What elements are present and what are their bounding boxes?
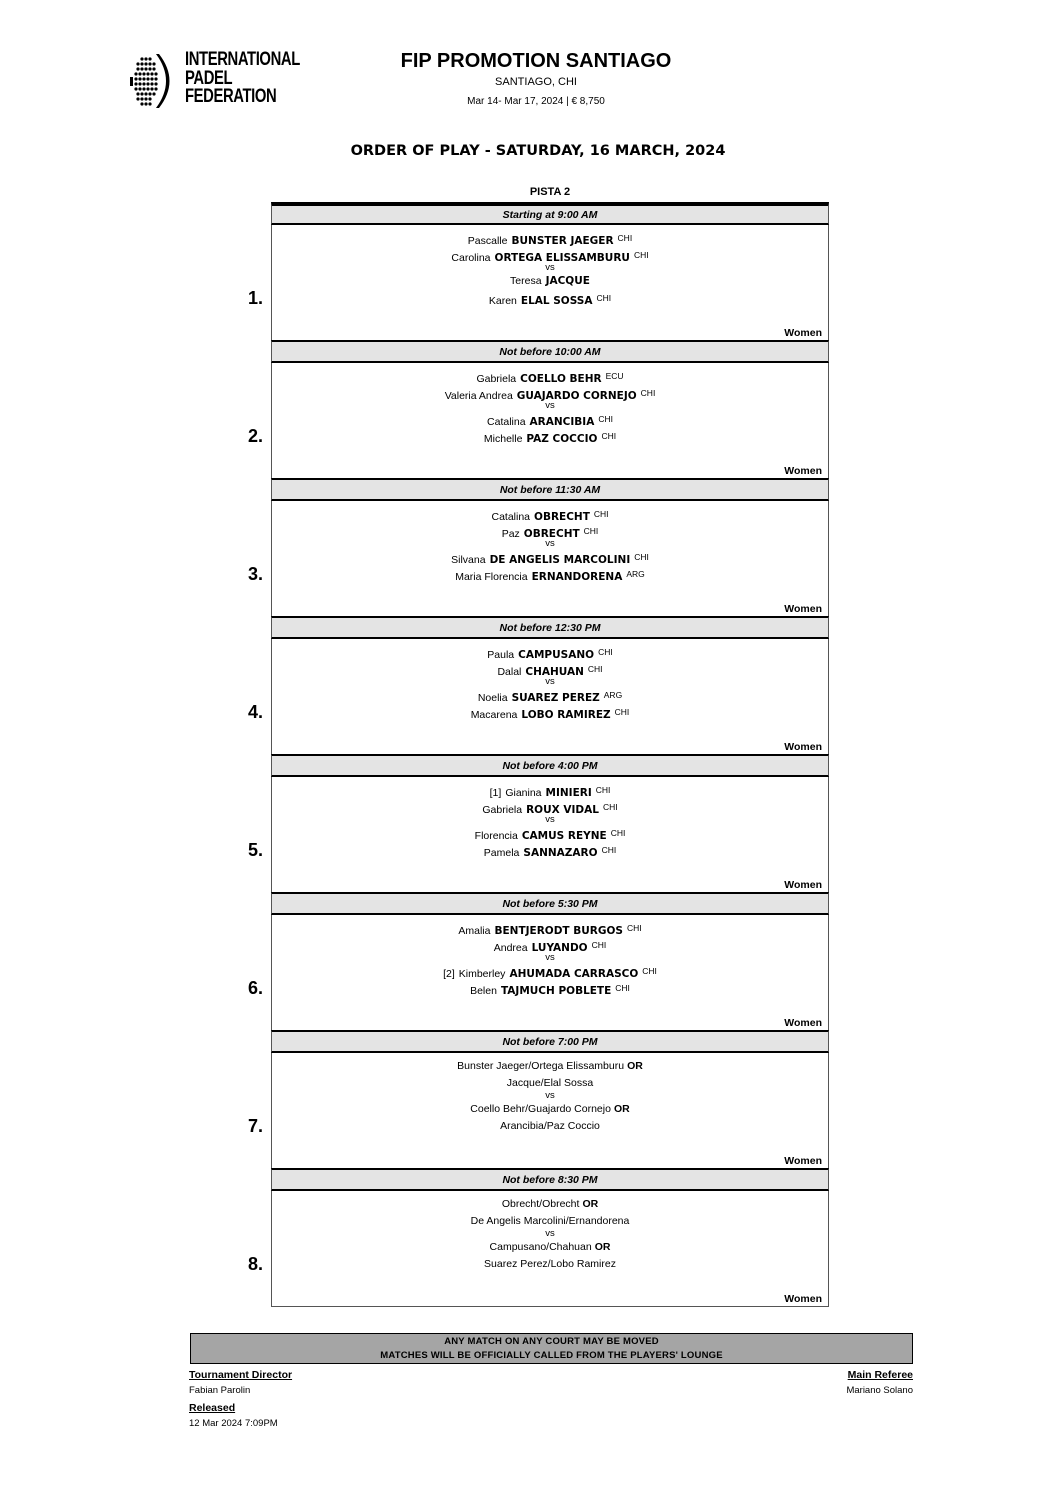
player-line — [272, 687, 828, 704]
player-nationality: CHI — [587, 663, 603, 674]
match-body — [248, 1191, 829, 1307]
player-first-name: Amalia — [458, 925, 491, 937]
player-nationality: CHI — [593, 509, 609, 519]
match-body — [248, 639, 829, 754]
winner-line-text: Suarez Perez/Lobo Ramirez — [484, 1257, 616, 1270]
schedule-table — [248, 202, 829, 1306]
player-nationality: CHI — [615, 982, 630, 993]
player-last-name: MINIERI — [545, 787, 592, 799]
match-number: 3. — [248, 564, 264, 584]
winner-line — [272, 1196, 828, 1213]
player-first-name: Dalal — [497, 665, 522, 678]
player-last-name: ROUX VIDAL — [526, 803, 599, 816]
vs-label: vs — [545, 400, 555, 411]
or-label: OR — [594, 1241, 611, 1253]
player-last-name: CHAHUAN — [525, 665, 584, 678]
player-last-name: BUNSTER JAEGER — [511, 235, 614, 247]
player-line — [272, 963, 828, 980]
winner-line-text: Coello Behr/Guajardo Cornejo — [470, 1103, 611, 1115]
match-time: Not before 8:30 PM — [271, 1168, 829, 1191]
match-players — [272, 230, 828, 306]
match-number: 5. — [248, 840, 264, 860]
vs-label: vs — [545, 676, 555, 687]
player-last-name: OBRECHT — [534, 511, 590, 523]
vs-label: vs — [545, 814, 555, 825]
player-first-name: Catalina — [491, 511, 531, 523]
player-line — [272, 661, 828, 678]
player-nationality: CHI — [633, 249, 649, 260]
player-nationality: CHI — [634, 552, 649, 562]
player-first-name: Paz — [501, 527, 520, 540]
player-first-name: Belen — [470, 984, 497, 997]
player-last-name: LOBO RAMIREZ — [521, 708, 611, 721]
match-category: Women — [784, 1017, 822, 1029]
player-line — [272, 411, 828, 428]
player-nationality: CHI — [601, 430, 617, 441]
match-category: Women — [784, 465, 822, 477]
player-line — [272, 506, 828, 523]
match-players — [272, 1196, 828, 1272]
player-line — [272, 842, 828, 859]
vs-label: vs — [545, 1090, 555, 1101]
match-players — [272, 782, 828, 858]
player-last-name: DE ANGELIS MARCOLINI — [489, 554, 631, 566]
winner-line — [272, 1058, 828, 1075]
match-body — [248, 225, 829, 340]
player-line — [272, 782, 828, 799]
match-number: 4. — [248, 702, 264, 722]
order-of-play-heading: ORDER OF PLAY - SATURDAY, 16 MARCH, 2024 — [350, 143, 726, 159]
player-first-name: Maria Florencia — [455, 570, 528, 583]
tournament-dates-prize: Mar 14- Mar 17, 2024 | € 8,750 — [467, 96, 605, 107]
player-first-name: Pamela — [483, 846, 520, 859]
player-first-name: Teresa — [510, 275, 542, 287]
player-nationality: CHI — [598, 647, 613, 657]
player-last-name: JACQUE — [545, 275, 590, 287]
match-players — [272, 368, 828, 444]
fip-logo — [128, 47, 298, 113]
player-nationality: CHI — [626, 923, 642, 933]
player-first-name: Carolina — [451, 251, 491, 264]
player-nationality: CHI — [642, 966, 657, 976]
or-label: OR — [613, 1103, 630, 1115]
player-last-name: GUAJARDO CORNEJO — [516, 389, 637, 402]
match-number: 7. — [248, 1116, 264, 1136]
match-body — [248, 777, 829, 892]
logo-line-3: FEDERATION — [185, 86, 277, 107]
player-first-name: Michelle — [483, 432, 523, 445]
player-line — [272, 704, 828, 721]
player-nationality: CHI — [617, 233, 633, 243]
player-line — [272, 523, 828, 540]
player-line — [272, 920, 828, 937]
match-number: 6. — [248, 978, 264, 998]
logo-line-1: INTERNATIONAL — [185, 49, 300, 70]
match-time: Not before 4:00 PM — [271, 754, 829, 777]
released-timestamp: 12 Mar 2024 7:09PM — [189, 1418, 278, 1429]
player-line — [272, 825, 828, 842]
player-last-name: SUAREZ PEREZ — [511, 692, 600, 704]
match-time: Not before 7:00 PM — [271, 1030, 829, 1053]
director-label: Tournament Director — [189, 1369, 293, 1381]
player-line — [272, 290, 828, 307]
player-last-name: OBRECHT — [523, 527, 580, 540]
player-nationality: CHI — [601, 844, 617, 855]
match-time: Starting at 9:00 AM — [271, 202, 829, 225]
player-line — [272, 247, 828, 264]
logo-line-2: PADEL — [185, 67, 233, 89]
notice-box — [190, 1333, 913, 1364]
player-first-name: Gianina — [505, 787, 542, 799]
match-block — [248, 340, 829, 478]
match-time: Not before 12:30 PM — [271, 616, 829, 639]
organization-name — [185, 51, 300, 107]
court-name: PISTA 2 — [529, 186, 571, 198]
winner-line-text: Jacque/Elal Sossa — [506, 1076, 594, 1089]
match-block — [248, 1168, 829, 1306]
winner-line-text: De Angelis Marcolini/Ernandorena — [470, 1214, 630, 1227]
player-nationality: CHI — [596, 292, 612, 303]
player-line — [272, 937, 828, 954]
player-first-name: Pascalle — [467, 235, 508, 247]
notice-line-1: ANY MATCH ON ANY COURT MAY BE MOVED — [444, 1336, 659, 1347]
match-players — [272, 1058, 828, 1134]
released-label: Released — [189, 1402, 236, 1414]
player-last-name: CAMUS REYNE — [521, 830, 607, 842]
winner-line-text: Arancibia/Paz Coccio — [500, 1119, 600, 1132]
player-line — [272, 566, 828, 583]
vs-label: vs — [545, 538, 555, 549]
winner-line-text: Campusano/Chahuan — [489, 1241, 592, 1253]
match-number: 8. — [248, 1254, 264, 1274]
player-line — [272, 230, 828, 247]
match-body — [248, 501, 829, 616]
player-nationality: ARG — [626, 568, 645, 579]
match-block — [248, 754, 829, 892]
match-time: Not before 10:00 AM — [271, 340, 829, 363]
winner-line — [272, 1213, 828, 1230]
player-nationality: CHI — [591, 939, 607, 950]
player-seed: [1] — [489, 787, 502, 799]
referee-name: Mariano Solano — [846, 1385, 913, 1396]
or-label: OR — [627, 1060, 643, 1072]
player-last-name: ARANCIBIA — [529, 416, 595, 428]
player-first-name: Paula — [487, 649, 515, 661]
match-players — [272, 506, 828, 582]
player-line — [272, 980, 828, 997]
player-first-name: Noelia — [477, 692, 508, 704]
player-line — [272, 428, 828, 445]
winner-line — [272, 1256, 828, 1273]
player-line — [272, 799, 828, 816]
winner-line-text: Bunster Jaeger/Ortega Elissamburu — [457, 1060, 625, 1072]
match-category: Women — [784, 1155, 822, 1167]
vs-label: vs — [545, 1228, 555, 1239]
player-nationality: CHI — [614, 706, 630, 717]
player-last-name: ORTEGA ELISSAMBURU — [494, 251, 630, 264]
player-line — [272, 368, 828, 385]
player-last-name: TAJMUCH POBLETE — [500, 984, 612, 997]
tournament-title: FIP PROMOTION SANTIAGO — [400, 50, 672, 72]
player-last-name: SANNAZARO — [523, 846, 598, 859]
match-body — [248, 915, 829, 1030]
padel-racket-icon — [128, 53, 172, 109]
player-last-name: COELLO BEHR — [520, 373, 602, 385]
player-last-name: LUYANDO — [531, 941, 588, 954]
player-last-name: ELAL SOSSA — [520, 294, 593, 307]
player-nationality: CHI — [598, 414, 613, 424]
match-block — [248, 892, 829, 1030]
player-line — [272, 644, 828, 661]
player-last-name: PAZ COCCIO — [526, 432, 598, 445]
director-name: Fabian Parolin — [189, 1385, 251, 1396]
player-nationality: CHI — [583, 525, 599, 536]
player-nationality: CHI — [595, 785, 611, 795]
winner-line-text: Obrecht/Obrecht — [501, 1198, 580, 1210]
vs-label: vs — [545, 952, 555, 963]
player-line — [272, 385, 828, 402]
match-body — [248, 1053, 829, 1168]
player-line — [272, 549, 828, 566]
player-last-name: BENTJERODT BURGOS — [494, 925, 623, 937]
match-players — [272, 644, 828, 720]
player-first-name: Andrea — [493, 941, 528, 954]
player-first-name: Karen — [488, 294, 517, 307]
player-nationality: CHI — [602, 801, 618, 812]
player-first-name: Florencia — [474, 830, 518, 842]
player-first-name: Silvana — [451, 554, 486, 566]
player-nationality: ECU — [605, 371, 624, 381]
match-category: Women — [784, 741, 822, 753]
winner-line — [272, 1075, 828, 1092]
winner-line — [272, 1101, 828, 1118]
winner-line — [272, 1118, 828, 1135]
match-block — [248, 616, 829, 754]
player-nationality: CHI — [640, 387, 656, 398]
player-last-name: ERNANDORENA — [531, 570, 623, 583]
player-first-name: Valeria Andrea — [444, 389, 513, 402]
match-number: 1. — [248, 288, 264, 308]
match-time: Not before 11:30 AM — [271, 478, 829, 501]
player-nationality: ARG — [603, 690, 623, 700]
match-block — [248, 202, 829, 340]
player-first-name: Macarena — [470, 708, 518, 721]
match-body — [248, 363, 829, 478]
winner-line — [272, 1239, 828, 1256]
player-first-name: Gabriela — [476, 373, 517, 385]
match-category: Women — [784, 1293, 822, 1305]
player-line — [272, 273, 828, 290]
player-last-name: CAMPUSANO — [518, 649, 595, 661]
player-first-name: Kimberley — [458, 968, 506, 980]
match-block — [248, 478, 829, 616]
player-first-name: Gabriela — [482, 803, 523, 816]
match-category: Women — [784, 603, 822, 615]
player-nationality: CHI — [610, 828, 626, 838]
match-category: Women — [784, 879, 822, 891]
player-first-name: Catalina — [487, 416, 526, 428]
match-block — [248, 1030, 829, 1168]
match-category: Women — [784, 327, 822, 339]
player-last-name: AHUMADA CARRASCO — [509, 968, 639, 980]
or-label: OR — [582, 1198, 599, 1210]
notice-line-2: MATCHES WILL BE OFFICIALLY CALLED FROM THE PLAYERS' LOUNGE — [380, 1349, 723, 1361]
match-players — [272, 920, 828, 996]
vs-label: vs — [545, 262, 555, 273]
match-time: Not before 5:30 PM — [271, 892, 829, 915]
match-number: 2. — [248, 426, 264, 446]
referee-label: Main Referee — [847, 1369, 913, 1381]
tournament-location: SANTIAGO, CHI — [495, 76, 577, 88]
player-seed: [2] — [443, 968, 455, 980]
